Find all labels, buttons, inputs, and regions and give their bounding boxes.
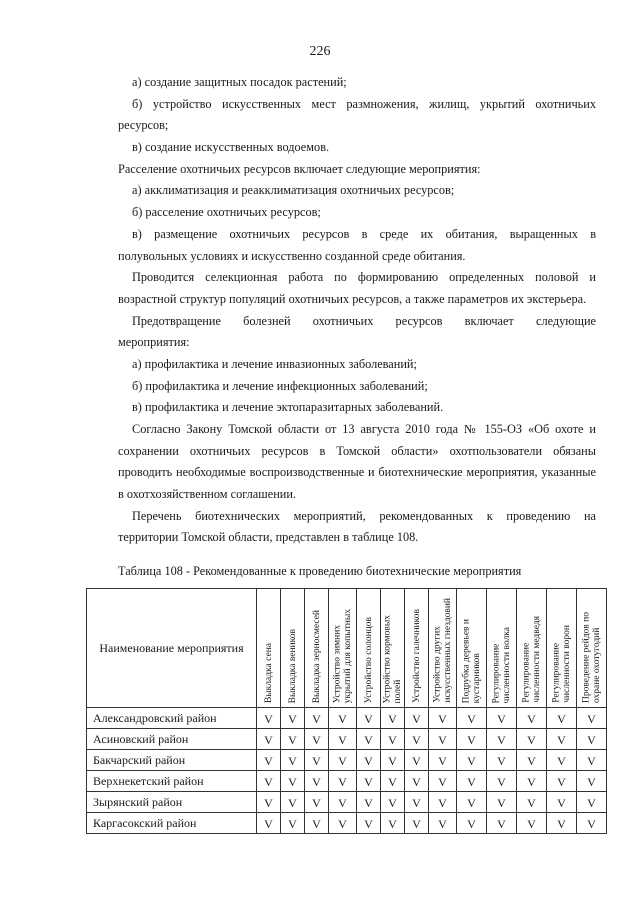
measure-mark-cell: V bbox=[381, 813, 405, 834]
paragraph-line: а) профилактика и лечение инвазионных заболеваний; bbox=[132, 356, 417, 371]
measure-mark-cell: V bbox=[329, 771, 357, 792]
measure-mark-cell: V bbox=[487, 792, 517, 813]
measure-mark-cell: V bbox=[381, 729, 405, 750]
paragraph-line: б) расселение охотничьих ресурсов; bbox=[132, 205, 321, 220]
district-name-cell: Верхнекетский район bbox=[87, 771, 257, 792]
measure-mark-cell: V bbox=[281, 792, 305, 813]
district-name-cell: Асиновский район bbox=[87, 729, 257, 750]
paragraph-line: ресурсов; bbox=[118, 118, 169, 133]
measure-mark-cell: V bbox=[357, 813, 381, 834]
column-header bbox=[405, 589, 429, 708]
measure-mark-cell: V bbox=[517, 729, 547, 750]
column-header-label: Выкладка зерносмесей bbox=[311, 609, 322, 703]
measure-mark-cell: V bbox=[429, 750, 457, 771]
measure-mark-cell: V bbox=[329, 729, 357, 750]
measure-mark-cell: V bbox=[305, 750, 329, 771]
measure-mark-cell: V bbox=[257, 750, 281, 771]
column-header bbox=[329, 589, 357, 708]
paragraph-line: Расселение охотничьих ресурсов включает следующие мероприятия: bbox=[118, 161, 481, 176]
measure-mark-cell: V bbox=[357, 771, 381, 792]
measure-mark-cell: V bbox=[257, 792, 281, 813]
table-row bbox=[87, 771, 607, 792]
measure-mark-cell: V bbox=[547, 750, 577, 771]
measure-mark-cell: V bbox=[429, 729, 457, 750]
column-header bbox=[457, 589, 487, 708]
column-header-label: Регулирование численности волка bbox=[491, 626, 512, 703]
measure-mark-cell: V bbox=[577, 771, 607, 792]
paragraph-line: в охотхозяйственном соглашении. bbox=[118, 487, 297, 502]
column-header bbox=[429, 589, 457, 708]
measure-mark-cell: V bbox=[517, 771, 547, 792]
measure-mark-cell: V bbox=[305, 708, 329, 729]
column-header bbox=[257, 589, 281, 708]
column-header-label: Подрубка деревьев и кустарников bbox=[461, 618, 482, 703]
measure-mark-cell: V bbox=[577, 708, 607, 729]
table-caption: Таблица 108 - Рекомендованные к проведению биотехнические мероприятия bbox=[118, 564, 522, 578]
measure-mark-cell: V bbox=[487, 750, 517, 771]
measure-mark-cell: V bbox=[457, 708, 487, 729]
measure-mark-cell: V bbox=[357, 729, 381, 750]
measure-mark-cell: V bbox=[281, 708, 305, 729]
column-header bbox=[305, 589, 329, 708]
measure-mark-cell: V bbox=[429, 813, 457, 834]
column-header bbox=[381, 589, 405, 708]
measure-mark-cell: V bbox=[405, 771, 429, 792]
measure-mark-cell: V bbox=[281, 750, 305, 771]
measure-mark-cell: V bbox=[305, 813, 329, 834]
measure-mark-cell: V bbox=[457, 729, 487, 750]
measure-mark-cell: V bbox=[547, 771, 577, 792]
column-header bbox=[547, 589, 577, 708]
measure-mark-cell: V bbox=[429, 792, 457, 813]
measure-mark-cell: V bbox=[381, 708, 405, 729]
name-column-header: Наименование мероприятия bbox=[87, 589, 257, 708]
column-header-label: Выкладка сена bbox=[263, 642, 274, 703]
page-number: 226 bbox=[309, 44, 331, 59]
measure-mark-cell: V bbox=[517, 750, 547, 771]
paragraph-line: Перечень биотехнических мероприятий, рекомендованных к проведению на bbox=[132, 508, 596, 523]
measure-mark-cell: V bbox=[487, 729, 517, 750]
column-header-label: Регулирование численности ворон bbox=[551, 625, 572, 703]
measure-mark-cell: V bbox=[329, 708, 357, 729]
measure-mark-cell: V bbox=[357, 792, 381, 813]
measure-mark-cell: V bbox=[329, 792, 357, 813]
measure-mark-cell: V bbox=[281, 729, 305, 750]
measure-mark-cell: V bbox=[405, 750, 429, 771]
paragraph-line: в) создание искусственных водоемов. bbox=[132, 140, 330, 155]
paragraph-line: в) профилактика и лечение эктопаразитарных заболеваний. bbox=[132, 400, 444, 415]
table-header-row bbox=[87, 589, 607, 708]
table-row bbox=[87, 729, 607, 750]
measure-mark-cell: V bbox=[487, 708, 517, 729]
measure-mark-cell: V bbox=[429, 771, 457, 792]
measure-mark-cell: V bbox=[305, 771, 329, 792]
measure-mark-cell: V bbox=[381, 750, 405, 771]
column-header bbox=[281, 589, 305, 708]
paragraph-line: в) размещение охотничьих ресурсов в среде их обитания, выращенных в bbox=[132, 226, 596, 241]
column-header bbox=[577, 589, 607, 708]
column-header bbox=[517, 589, 547, 708]
measure-mark-cell: V bbox=[257, 708, 281, 729]
measure-mark-cell: V bbox=[329, 750, 357, 771]
column-header-label: Регулирование численности медведя bbox=[521, 616, 542, 703]
measure-mark-cell: V bbox=[457, 771, 487, 792]
measure-mark-cell: V bbox=[281, 813, 305, 834]
measure-mark-cell: V bbox=[457, 750, 487, 771]
measure-mark-cell: V bbox=[577, 729, 607, 750]
measure-mark-cell: V bbox=[517, 708, 547, 729]
column-header-label: Устройство галечников bbox=[411, 609, 422, 703]
paragraph-line: а) создание защитных посадок растений; bbox=[132, 75, 347, 89]
measure-mark-cell: V bbox=[329, 813, 357, 834]
paragraph-line: а) акклиматизация и реакклиматизация охотничьих ресурсов; bbox=[132, 183, 455, 198]
paragraph-line: Предотвращение болезней охотничьих ресурсов включает следующие bbox=[132, 313, 596, 328]
measure-mark-cell: V bbox=[577, 750, 607, 771]
measure-mark-cell: V bbox=[405, 792, 429, 813]
column-header-label: Устройство зимних укрытий для копытных bbox=[332, 608, 353, 703]
measure-mark-cell: V bbox=[429, 708, 457, 729]
measure-mark-cell: V bbox=[547, 792, 577, 813]
column-header-label: Выкладка веников bbox=[287, 628, 298, 703]
table-row bbox=[87, 750, 607, 771]
measure-mark-cell: V bbox=[547, 813, 577, 834]
measure-mark-cell: V bbox=[517, 813, 547, 834]
measure-mark-cell: V bbox=[517, 792, 547, 813]
measure-mark-cell: V bbox=[577, 813, 607, 834]
measure-mark-cell: V bbox=[257, 771, 281, 792]
measure-mark-cell: V bbox=[487, 813, 517, 834]
column-header-label: Устройство кормовых полей bbox=[382, 614, 403, 703]
measure-mark-cell: V bbox=[381, 771, 405, 792]
column-header-label: Проведение рейдов по охране охотугодий bbox=[581, 611, 602, 703]
measure-mark-cell: V bbox=[405, 813, 429, 834]
measure-mark-cell: V bbox=[547, 729, 577, 750]
document-body bbox=[118, 72, 596, 549]
measure-mark-cell: V bbox=[487, 771, 517, 792]
table-row bbox=[87, 708, 607, 729]
table-row bbox=[87, 813, 607, 834]
paragraph-line: проводить необходимые воспроизводственные и биотехнические мероприятия, указанные bbox=[118, 465, 596, 480]
table-body bbox=[87, 708, 607, 834]
measure-mark-cell: V bbox=[357, 708, 381, 729]
measure-mark-cell: V bbox=[457, 813, 487, 834]
paragraph-line: Согласно Закону Томской области от 13 августа 2010 года № 155-ОЗ «Об охоте и bbox=[132, 422, 596, 436]
paragraph-line: б) профилактика и лечение инфекционных заболеваний; bbox=[132, 378, 428, 393]
column-header-label: Устройство других искусственных гнездовий bbox=[432, 598, 453, 703]
measure-mark-cell: V bbox=[257, 813, 281, 834]
column-header bbox=[487, 589, 517, 708]
table-row bbox=[87, 792, 607, 813]
biotechnical-measures-table bbox=[86, 588, 607, 834]
measure-mark-cell: V bbox=[547, 708, 577, 729]
paragraph-line: мероприятия: bbox=[118, 335, 190, 350]
measure-mark-cell: V bbox=[357, 750, 381, 771]
paragraph-line: сохранении охотничьих ресурсов в Томской области» охотпользователи обязаны bbox=[118, 443, 596, 458]
district-name-cell: Зырянский район bbox=[87, 792, 257, 813]
measure-mark-cell: V bbox=[281, 771, 305, 792]
district-name-cell: Александровский район bbox=[87, 708, 257, 729]
paragraph-line: Проводится селекционная работа по формированию определенных половой и bbox=[132, 270, 596, 285]
measure-mark-cell: V bbox=[305, 729, 329, 750]
paragraph-line: б) устройство искусственных мест размножения, жилищ, укрытий охотничьих bbox=[132, 96, 596, 111]
measure-mark-cell: V bbox=[577, 792, 607, 813]
column-header-label: Устройство солонцов bbox=[363, 616, 374, 703]
measure-mark-cell: V bbox=[405, 708, 429, 729]
measure-mark-cell: V bbox=[257, 729, 281, 750]
measure-mark-cell: V bbox=[381, 792, 405, 813]
measure-mark-cell: V bbox=[305, 792, 329, 813]
paragraph-line: полувольных условиях и искусственно созданной среде обитания. bbox=[118, 248, 466, 263]
paragraph-line: территории Томской области, представлен в таблице 108. bbox=[118, 530, 419, 545]
paragraph-line: возрастной структур популяций охотничьих ресурсов, а также параметров их экстерьера. bbox=[118, 291, 587, 306]
measure-mark-cell: V bbox=[405, 729, 429, 750]
measure-mark-cell: V bbox=[457, 792, 487, 813]
district-name-cell: Бакчарский район bbox=[87, 750, 257, 771]
district-name-cell: Каргасокский район bbox=[87, 813, 257, 834]
column-header bbox=[357, 589, 381, 708]
